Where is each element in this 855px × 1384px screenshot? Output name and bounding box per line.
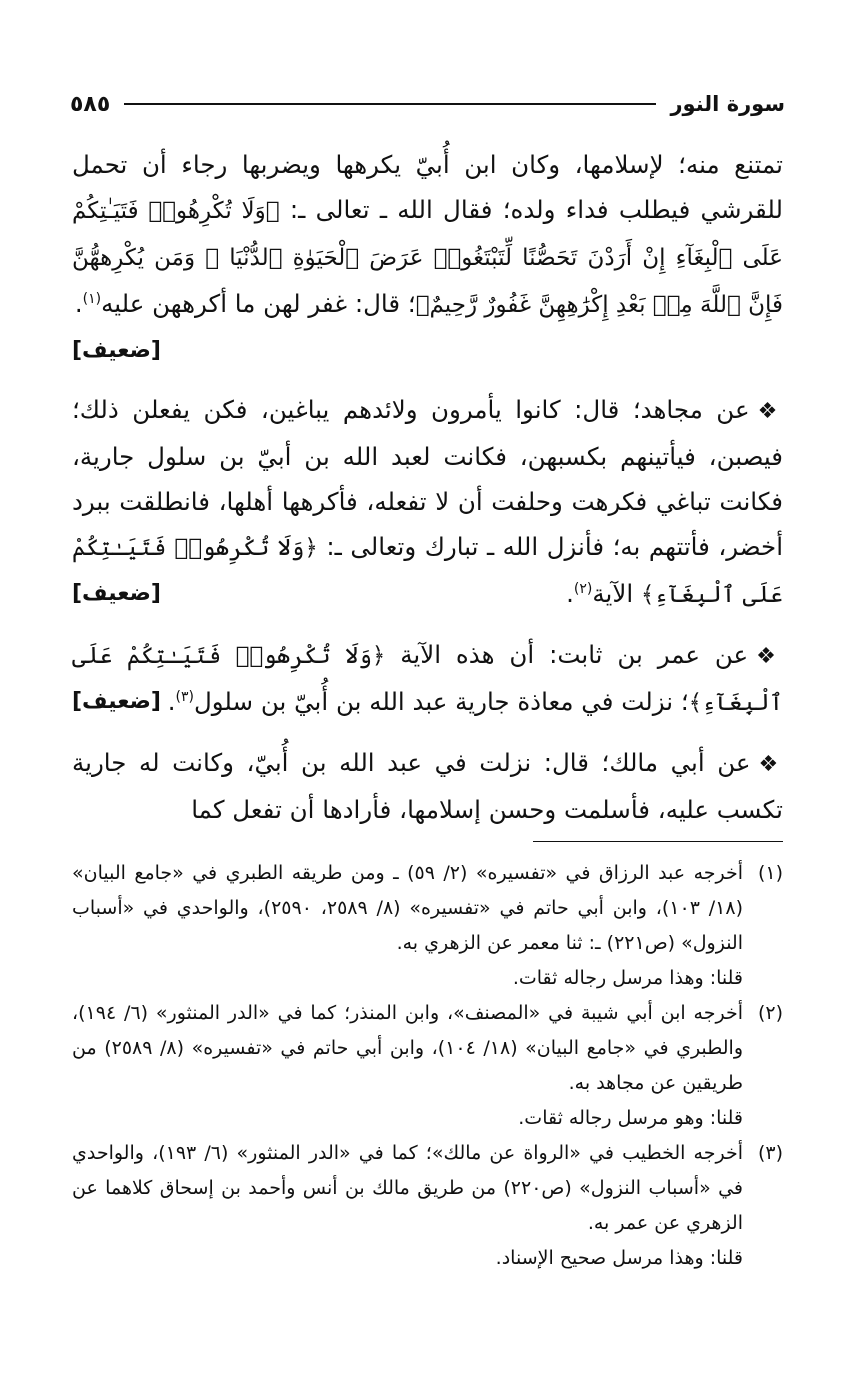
- footnote-ref[interactable]: (٢): [573, 580, 593, 597]
- surah-title: سورة النور: [670, 92, 785, 116]
- footnote-2: [72, 996, 783, 1136]
- footnote-text: أخرجه عبد الرزاق في «تفسيره» (٢/ ٥٩) ـ ومن طريقه الطبري في «جامع البيان» (١٨/ ١٠٣)، وابن أبي حاتم في «تفسيره» (٨/ ٢٥٨٩، ٢٥٩٠)، والواحدي في «أسباب النزول» (ص٢٢١) ـ: ثنا معمر عن الزهري به.: [72, 862, 744, 954]
- header-rule: [124, 103, 656, 105]
- paragraph-4: [72, 740, 783, 832]
- page-number: ٥٨٥: [70, 91, 111, 117]
- footnote-number: (٣): [757, 1142, 783, 1164]
- quran-verse: ﴿وَلَا تُكْرِهُوا۟ فَتَيَـٰتِكُمْ عَلَى ٱلْبِغَآءِ﴾: [72, 535, 783, 608]
- footnote-1: [72, 856, 783, 996]
- paragraph-2: [72, 387, 783, 618]
- paragraph-end: .: [74, 289, 83, 318]
- paragraph-text: الآية: [592, 579, 641, 608]
- grade-label: [ضعيف]: [72, 581, 161, 606]
- footnote-separator: [533, 841, 783, 842]
- diamond-marker-icon: ❖: [757, 399, 783, 424]
- footnote-ref[interactable]: (١): [82, 290, 102, 307]
- grade-label: [ضعيف]: [72, 689, 161, 714]
- paragraph-text: ؛ قال: غفر لهن ما أكرههن عليه: [101, 289, 416, 318]
- footnote-ref[interactable]: (٣): [175, 688, 194, 705]
- paragraph-1: [72, 142, 783, 373]
- quran-verse: ﴿وَلَا تُكْرِهُوا۟ فَتَيَـٰتِكُمْ عَلَى ٱلْبِغَآءِ إِنْ أَرَدْنَ تَحَصُّنًا لِّتَبْتَغُوا۟ عَرَضَ ٱلْحَيَوٰةِ ٱلدُّنْيَا ۚ وَمَن يُكْرِههُّنَّ فَإِنَّ ٱللَّهَ مِنۢ بَعْدِ إِكْرَٰهِهِنَّ غَفُورٌ رَّحِيمٌ﴾: [72, 198, 783, 318]
- paragraph-end: .: [167, 687, 176, 716]
- quran-verse: ﴿وَلَا تُكْرِهُوا۟ فَتَيَـٰتِكُمْ عَلَى ٱلْبِغَآءِ﴾: [72, 643, 783, 716]
- footnote-3: [72, 1136, 783, 1276]
- paragraph-text: ؛ نزلت في معاذة جارية عبد الله بن أُبيّ بن سلول: [193, 687, 689, 716]
- diamond-marker-icon: ❖: [756, 644, 783, 669]
- footnote-note: قلنا: وهذا مرسل رجاله ثقات.: [512, 967, 743, 989]
- diamond-marker-icon: ❖: [758, 752, 783, 777]
- paragraph-end: .: [566, 579, 574, 608]
- paragraph-text: عن عمر بن ثابت: أن هذه الآية: [385, 640, 749, 669]
- footnote-text: أخرجه الخطيب في «الرواة عن مالك»؛ كما في «الدر المنثور» (٦/ ١٩٣)، والواحدي في «أسباب النزول» (ص٢٢٠) من طريق مالك بن أنس وأحمد بن إسحاق كلاهما عن الزهري عن عمر به.: [72, 1142, 743, 1234]
- footnote-note: قلنا: وهو مرسل رجاله ثقات.: [518, 1107, 743, 1129]
- paragraph-text: عن مجاهد؛ قال: كانوا يأمرون ولائدهم يباغين، فكن يفعلن ذلك؛ فيصبن، فيأتينهم بكسبهن، فكانت لعبد الله بن أبيّ بن سلول جارية، فكانت تباغي فكرهت وحلفت أن لا تفعله، فأكرهها أهلها، فانطلقت ببرد أخضر، فأتتهم به؛ فأنزل الله ـ تبارك وتعالى ـ:: [72, 395, 784, 561]
- footnote-number: (٢): [757, 1002, 783, 1024]
- paragraph-text: تمتنع منه؛ لإسلامها، وكان ابن أُبيّ يكرهها ويضربها رجاء أن تحمل للقرشي فيطلب فداء ولده؛ فقال الله ـ تعالى ـ:: [72, 150, 783, 224]
- paragraph-text: عن أبي مالك؛ قال: نزلت في عبد الله بن أُبيّ، وكانت له جارية تكسب عليه، فأسلمت وحسن إسلامها، فأرادها أن تفعل كما: [72, 748, 783, 824]
- grade-label: [ضعيف]: [72, 338, 161, 363]
- footnotes: [72, 856, 783, 1276]
- main-text: [72, 142, 783, 846]
- footnote-note: قلنا: وهذا مرسل صحيح الإسناد.: [495, 1247, 743, 1269]
- paragraph-3: [72, 632, 783, 726]
- footnote-text: أخرجه ابن أبي شيبة في «المصنف»، وابن المنذر؛ كما في «الدر المنثور» (٦/ ١٩٤)، والطبري في «جامع البيان» (١٨/ ١٠٤)، وابن أبي حاتم في «تفسيره» (٨/ ٢٥٨٩) من طريقين عن مجاهد به.: [72, 1002, 743, 1094]
- page-header: [70, 88, 785, 120]
- footnote-number: (١): [757, 862, 783, 884]
